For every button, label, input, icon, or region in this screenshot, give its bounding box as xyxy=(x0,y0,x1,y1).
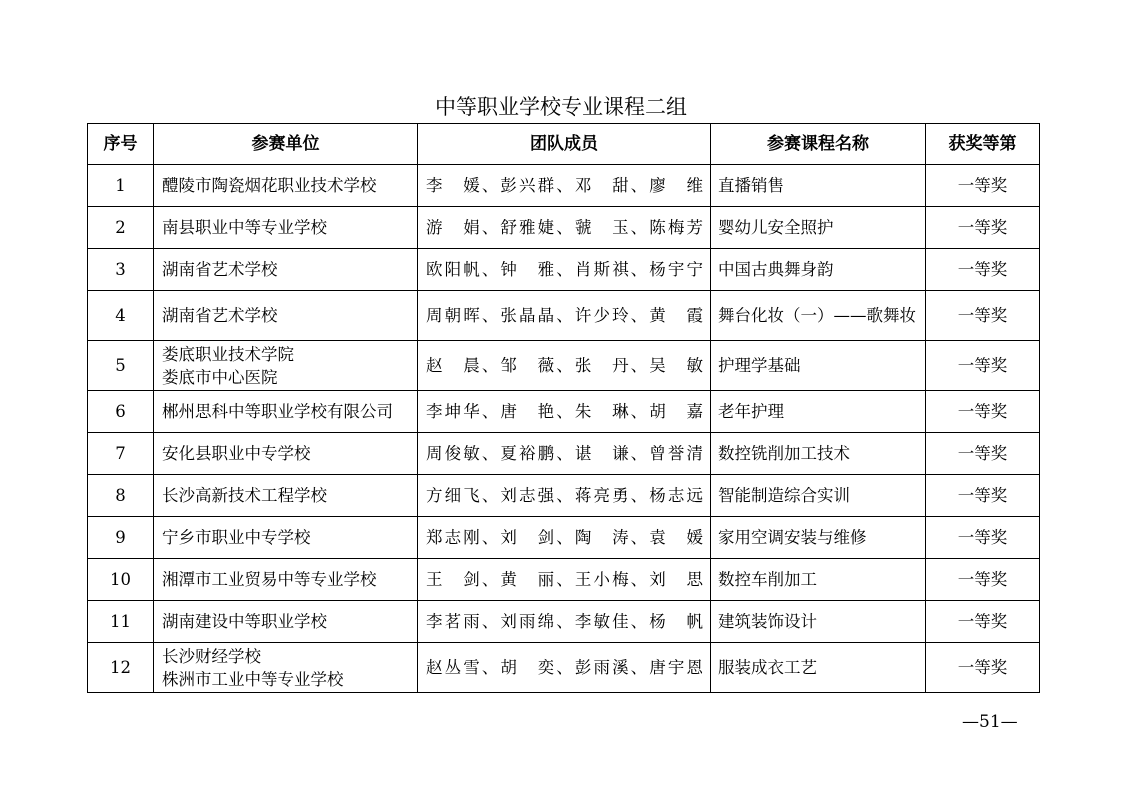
unit-name: 湘潭市工业贸易中等专业学校 xyxy=(162,570,377,589)
page-title: 中等职业学校专业课程二组 xyxy=(435,95,687,119)
row-members: 李茗雨、刘雨绵、李敏佳、杨 帆 xyxy=(418,601,711,643)
header-unit: 参赛单位 xyxy=(154,124,418,165)
unit-name: 安化县职业中专学校 xyxy=(162,444,311,463)
header-award: 获奖等第 xyxy=(926,124,1040,165)
row-index: 2 xyxy=(88,207,154,249)
row-index: 3 xyxy=(88,249,154,291)
row-unit xyxy=(154,517,418,559)
row-index: 12 xyxy=(88,643,154,693)
unit-name: 长沙财经学校 xyxy=(162,646,261,666)
row-course: 数控车削加工 xyxy=(711,559,926,601)
row-members: 李 媛、彭兴群、邓 甜、廖 维 xyxy=(418,165,711,207)
row-index: 7 xyxy=(88,433,154,475)
page-number: —51— xyxy=(962,712,1018,732)
table-row xyxy=(88,341,1040,391)
table-row xyxy=(88,391,1040,433)
row-course: 直播销售 xyxy=(711,165,926,207)
row-unit xyxy=(154,165,418,207)
row-award: 一等奖 xyxy=(926,207,1040,249)
row-award: 一等奖 xyxy=(926,391,1040,433)
unit-name: 湖南省艺术学校 xyxy=(162,260,278,279)
unit-name: 醴陵市陶瓷烟花职业技术学校 xyxy=(162,176,377,195)
unit-name: 湖南建设中等职业学校 xyxy=(162,612,327,631)
row-award: 一等奖 xyxy=(926,643,1040,693)
row-members: 周朝晖、张晶晶、许少玲、黄 霞 xyxy=(418,291,711,341)
row-members: 郑志刚、刘 剑、陶 涛、袁 媛 xyxy=(418,517,711,559)
table-row xyxy=(88,517,1040,559)
row-course: 中国古典舞身韵 xyxy=(711,249,926,291)
row-index: 4 xyxy=(88,291,154,341)
row-unit xyxy=(154,475,418,517)
row-unit xyxy=(154,643,418,693)
row-members: 王 剑、黄 丽、王小梅、刘 思 xyxy=(418,559,711,601)
unit-name: 娄底职业技术学院 xyxy=(162,344,294,364)
row-award: 一等奖 xyxy=(926,341,1040,391)
row-award: 一等奖 xyxy=(926,559,1040,601)
row-course: 服装成衣工艺 xyxy=(711,643,926,693)
row-index: 8 xyxy=(88,475,154,517)
unit-name: 长沙高新技术工程学校 xyxy=(162,486,327,505)
unit-name: 南县职业中等专业学校 xyxy=(162,218,327,237)
row-members: 方细飞、刘志强、蒋亮勇、杨志远 xyxy=(418,475,711,517)
row-award: 一等奖 xyxy=(926,601,1040,643)
row-unit xyxy=(154,601,418,643)
row-unit xyxy=(154,341,418,391)
table-row xyxy=(88,165,1040,207)
table-header-row xyxy=(88,124,1040,165)
row-course: 护理学基础 xyxy=(711,341,926,391)
unit-name: 郴州思科中等职业学校有限公司 xyxy=(162,402,393,421)
row-index: 1 xyxy=(88,165,154,207)
row-index: 11 xyxy=(88,601,154,643)
row-course: 建筑装饰设计 xyxy=(711,601,926,643)
row-members: 欧阳帆、钟 雅、肖斯祺、杨宇宁 xyxy=(418,249,711,291)
header-course: 参赛课程名称 xyxy=(711,124,926,165)
unit-name: 宁乡市职业中专学校 xyxy=(162,528,311,547)
table-row xyxy=(88,291,1040,341)
unit-name: 湖南省艺术学校 xyxy=(162,306,278,325)
row-members: 李坤华、唐 艳、朱 琳、胡 嘉 xyxy=(418,391,711,433)
unit-name: 娄底市中心医院 xyxy=(162,367,278,387)
row-unit xyxy=(154,391,418,433)
unit-name: 株洲市工业中等专业学校 xyxy=(162,669,344,689)
row-members: 赵丛雪、胡 奕、彭雨溪、唐宇恩 xyxy=(418,643,711,693)
row-unit xyxy=(154,207,418,249)
row-unit xyxy=(154,249,418,291)
header-members: 团队成员 xyxy=(418,124,711,165)
table-row xyxy=(88,643,1040,693)
award-table xyxy=(87,123,1040,693)
row-unit xyxy=(154,291,418,341)
row-unit xyxy=(154,433,418,475)
row-award: 一等奖 xyxy=(926,517,1040,559)
row-index: 5 xyxy=(88,341,154,391)
row-award: 一等奖 xyxy=(926,475,1040,517)
row-index: 10 xyxy=(88,559,154,601)
row-award: 一等奖 xyxy=(926,433,1040,475)
table-row xyxy=(88,207,1040,249)
table-row xyxy=(88,475,1040,517)
table-row xyxy=(88,249,1040,291)
row-course: 数控铣削加工技术 xyxy=(711,433,926,475)
table-row xyxy=(88,601,1040,643)
header-index: 序号 xyxy=(88,124,154,165)
row-course: 家用空调安装与维修 xyxy=(711,517,926,559)
table-row xyxy=(88,433,1040,475)
row-course: 舞台化妆（一）——歌舞妆 xyxy=(711,291,926,341)
row-members: 赵 晨、邹 薇、张 丹、吴 敏 xyxy=(418,341,711,391)
row-index: 9 xyxy=(88,517,154,559)
row-course: 老年护理 xyxy=(711,391,926,433)
row-award: 一等奖 xyxy=(926,165,1040,207)
row-index: 6 xyxy=(88,391,154,433)
table-row xyxy=(88,559,1040,601)
row-award: 一等奖 xyxy=(926,291,1040,341)
row-unit xyxy=(154,559,418,601)
row-members: 游 娟、舒雅婕、虢 玉、陈梅芳 xyxy=(418,207,711,249)
row-award: 一等奖 xyxy=(926,249,1040,291)
row-members: 周俊敏、夏裕鹏、谌 谦、曾誉清 xyxy=(418,433,711,475)
row-course: 婴幼儿安全照护 xyxy=(711,207,926,249)
row-course: 智能制造综合实训 xyxy=(711,475,926,517)
